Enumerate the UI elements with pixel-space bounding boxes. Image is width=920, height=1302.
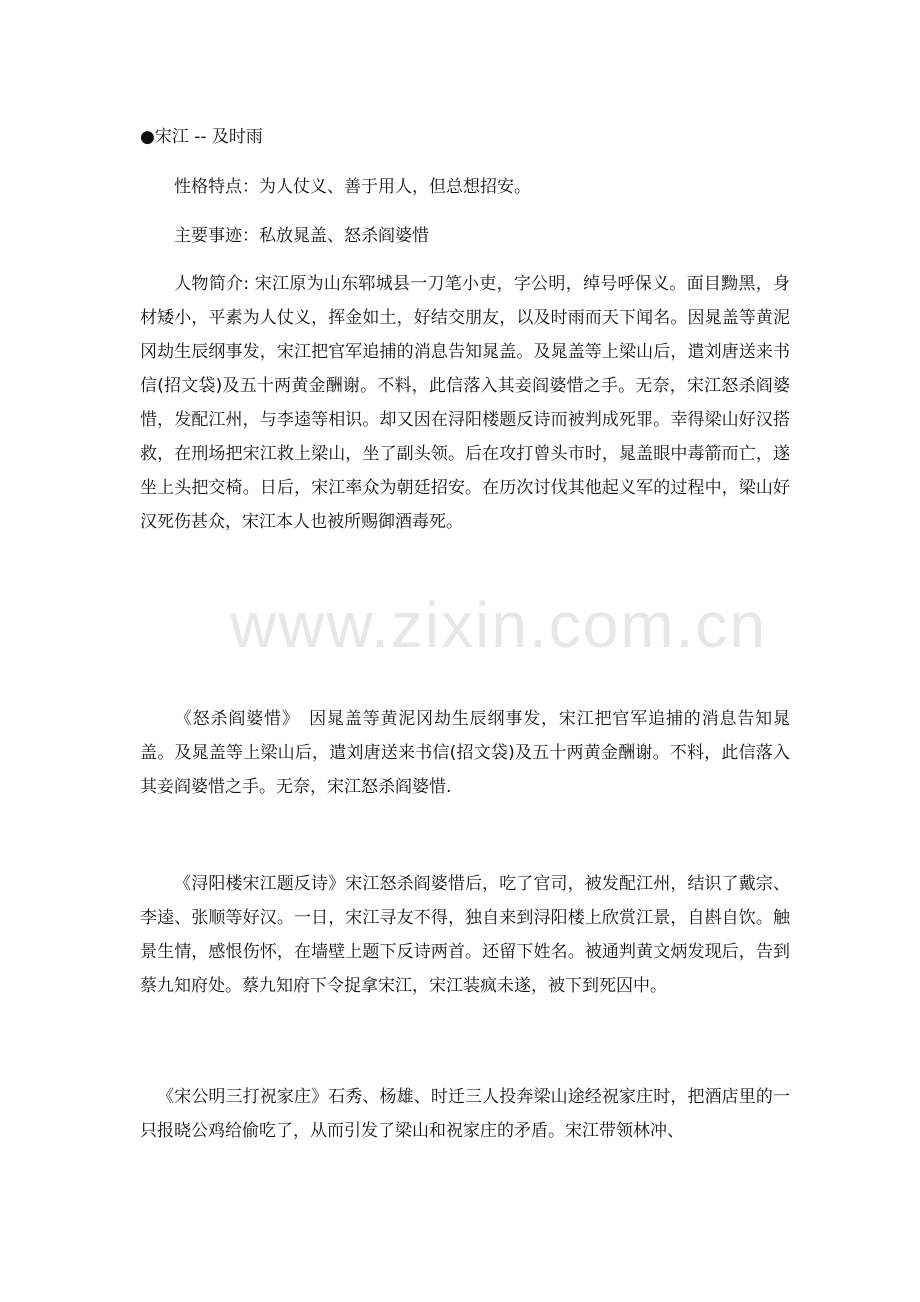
story-paragraph-1-text: 《怒杀阎婆惜》 因晁盖等黄泥冈劫生辰纲事发，宋江把官军追捕的消息告知晁盖。及晁盖等上梁山后，遣刘唐送来书信(招文袋)及五十两黄金酬谢。不料，此信落入其妾阎婆惜之手。无奈，宋江怒杀阎婆惜. (140, 709, 790, 797)
story-paragraph-3-text: 《宋公明三打祝家庄》石秀、杨雄、时迁三人投奔梁山途经祝家庄时，把酒店里的一只报晓公鸡给偷吃了，从而引发了梁山和祝家庄的矛盾。宋江带领林冲、 (140, 1087, 790, 1141)
story-paragraph-1 (140, 702, 790, 804)
watermark: www.zixin.com.cn (230, 589, 767, 661)
character-biography (140, 267, 790, 539)
story-paragraph-3 (140, 1080, 790, 1148)
character-traits-text: 性格特点：为人仗义、善于用人，但总想招安。 (174, 177, 531, 197)
main-deeds (140, 219, 790, 253)
story-paragraph-2 (140, 867, 790, 1003)
story-paragraph-2-text: 《浔阳楼宋江题反诗》宋江怒杀阎婆惜后，吃了官司，被发配江州，结识了戴宗、李逵、张顺等好汉。一日，宋江寻友不得，独自来到浔阳楼上欣赏江景，自斟自饮。触景生情，感恨伤怀，在墙壁上题下反诗两首。还留下姓名。被通判黄文炳发现后，告到蔡九知府处。蔡九知府下令捉拿宋江，宋江装疯未遂，被下到死囚中。 (140, 874, 790, 996)
section-heading: ●宋江 -- 及时雨 (140, 127, 263, 147)
main-deeds-text: 主要事迹：私放晁盖、怒杀阎婆惜 (174, 226, 429, 246)
character-biography-text: 人物简介: 宋江原为山东郓城县一刀笔小吏，字公明，绰号呼保义。面目黝黑，身材矮小，平素为人仗义，挥金如土，好结交朋友，以及时雨而天下闻名。因晁盖等黄泥冈劫生辰纲事发，宋江把官军追捕的消息告知晁盖。及晁盖等上梁山后，遣刘唐送来书信(招文袋)及五十两黄金酬谢。不料，此信落入其妾阎婆惜之手。无奈，宋江怒杀阎婆惜，发配江州，与李逵等相识。却又因在浔阳楼题反诗而被判成死罪。幸得梁山好汉搭救，在刑场把宋江救上梁山，坐了副头领。后在攻打曾头市时，晁盖眼中毒箭而亡，遂坐上头把交椅。日后，宋江率众为朝廷招安。在历次讨伐其他起义军的过程中，梁山好汉死伤甚众，宋江本人也被所赐御酒毒死。 (140, 274, 790, 532)
character-traits (140, 170, 790, 204)
